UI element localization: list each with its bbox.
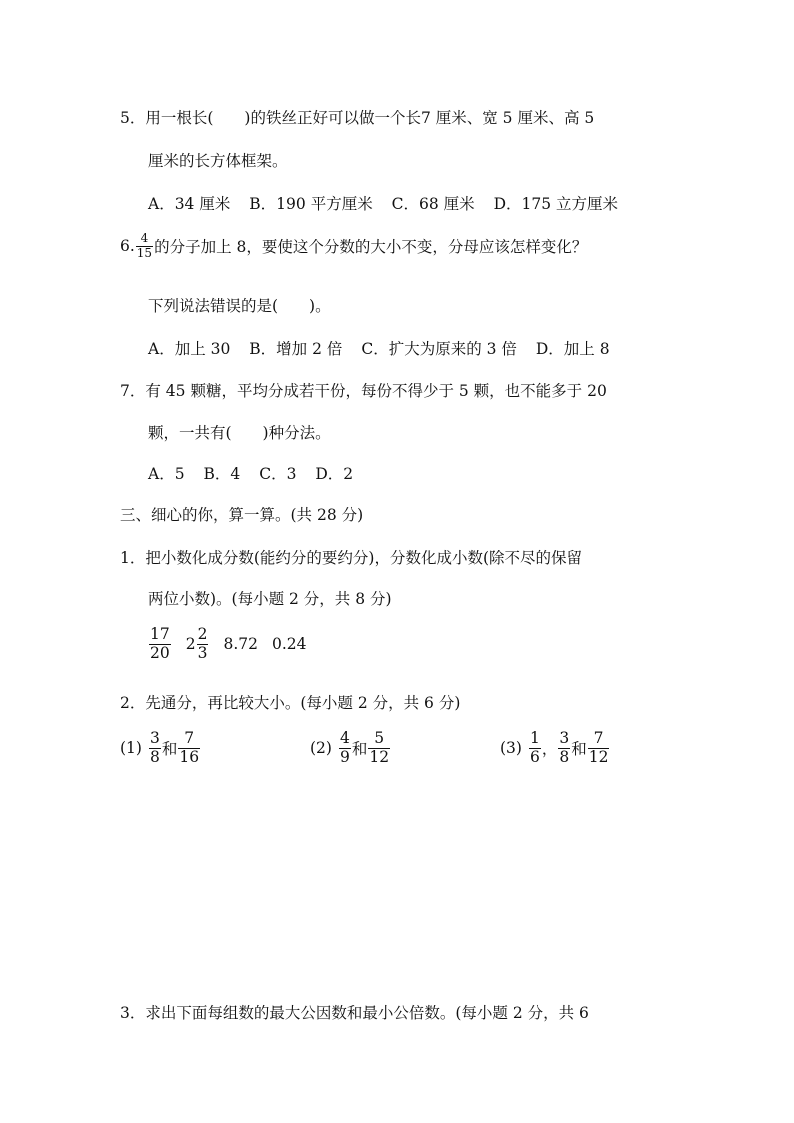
s3-q1-decimal-1: 8.72 [223, 635, 258, 654]
q7-option-a: A．5 [148, 465, 185, 483]
s3-q1-items [148, 626, 307, 663]
fraction-denominator: 9 [339, 747, 350, 766]
q6-fraction-denominator: 15 [136, 245, 153, 260]
s3-q2-part-3 [500, 730, 610, 767]
fraction [149, 730, 161, 767]
part-label: (1) [120, 739, 142, 758]
fraction-denominator: 20 [150, 643, 170, 662]
mixed-fraction [197, 626, 209, 663]
q5-line1: 5．用一根长( )的铁丝正好可以做一个长7 厘米、宽 5 厘米、高 5 [120, 109, 595, 127]
q6-option-c: C．扩大为原来的 3 倍 [361, 340, 517, 358]
s3-q1-fraction-1 [149, 626, 171, 663]
fraction-denominator: 6 [529, 747, 540, 766]
q6-option-d: D．加上 8 [535, 340, 610, 358]
connector: 和 [161, 740, 178, 759]
q5-option-c: C．68 厘米 [391, 195, 475, 213]
connector: 和 [351, 740, 368, 759]
q6-line1 [120, 232, 587, 261]
q6-number: 6. [120, 237, 135, 256]
fraction [558, 730, 570, 767]
q7-option-d: D．2 [315, 465, 354, 483]
fraction [588, 730, 610, 767]
fraction-numerator: 17 [150, 625, 170, 643]
fraction [339, 730, 351, 767]
s3-q3-line1: 3．求出下面每组数的最大公因数和最小公倍数。(每小题 2 分，共 6 [120, 1004, 589, 1022]
q7-options [148, 462, 367, 484]
q7-line2: 颗，一共有( )种分法。 [148, 424, 331, 442]
s3-q1-decimal-2: 0.24 [272, 635, 307, 654]
section-3-title: 三、细心的你，算一算。(共 28 分) [120, 506, 364, 524]
fraction-numerator: 5 [374, 729, 385, 747]
fraction-denominator: 12 [369, 747, 390, 766]
q5-option-d: D．175 立方厘米 [493, 195, 619, 213]
s3-q2-part-2 [310, 730, 391, 767]
fraction-numerator: 3 [559, 729, 570, 747]
fraction-numerator: 2 [197, 625, 208, 643]
fraction-denominator: 8 [559, 747, 570, 766]
q5-options [148, 192, 632, 214]
fraction [368, 730, 390, 767]
s3-q1-line2: 两位小数)。(每小题 2 分，共 8 分) [148, 590, 392, 608]
fraction [178, 730, 200, 767]
s3-q2-title: 2．先通分，再比较大小。(每小题 2 分，共 6 分) [120, 694, 461, 712]
fraction-numerator: 7 [184, 729, 195, 747]
q6-option-b: B．增加 2 倍 [249, 340, 343, 358]
s3-q2-part-1 [120, 730, 201, 767]
fraction-denominator: 8 [149, 747, 160, 766]
part-label: (3) [500, 739, 522, 758]
fraction-denominator: 3 [197, 643, 208, 662]
q6-options [148, 337, 624, 359]
fraction-numerator: 1 [529, 729, 540, 747]
fraction-denominator: 16 [179, 747, 200, 766]
s3-q1-line1: 1．把小数化成分数(能约分的要约分)，分数化成小数(除不尽的保留 [120, 549, 583, 567]
separator: ， [541, 740, 558, 759]
connector: 和 [571, 740, 587, 759]
q5-option-b: B．190 平方厘米 [249, 195, 373, 213]
q6-fraction [136, 232, 153, 261]
fraction-numerator: 7 [593, 729, 604, 747]
q6-line2: 下列说法错误的是( )。 [148, 297, 331, 315]
part-label: (2) [310, 739, 332, 758]
fraction-numerator: 3 [149, 729, 160, 747]
s3-q1-mixed-number [186, 626, 210, 663]
fraction-numerator: 4 [339, 729, 350, 747]
q5-line2: 厘米的长方体框架。 [148, 152, 288, 170]
q5-option-a: A．34 厘米 [148, 195, 231, 213]
mixed-whole: 2 [185, 635, 196, 654]
q6-text: 的分子加上 8，要使这个分数的大小不变，分母应该怎样变化？ [154, 238, 588, 257]
q6-fraction-numerator: 4 [140, 231, 149, 245]
q7-option-b: B．4 [203, 465, 241, 483]
q6-option-a: A．加上 30 [148, 340, 231, 358]
fraction-denominator: 12 [588, 747, 609, 766]
fraction [529, 730, 541, 767]
q7-line1: 7．有 45 颗糖，平均分成若干份，每份不得少于 5 颗，也不能多于 20 [120, 382, 607, 400]
q7-option-c: C．3 [259, 465, 297, 483]
